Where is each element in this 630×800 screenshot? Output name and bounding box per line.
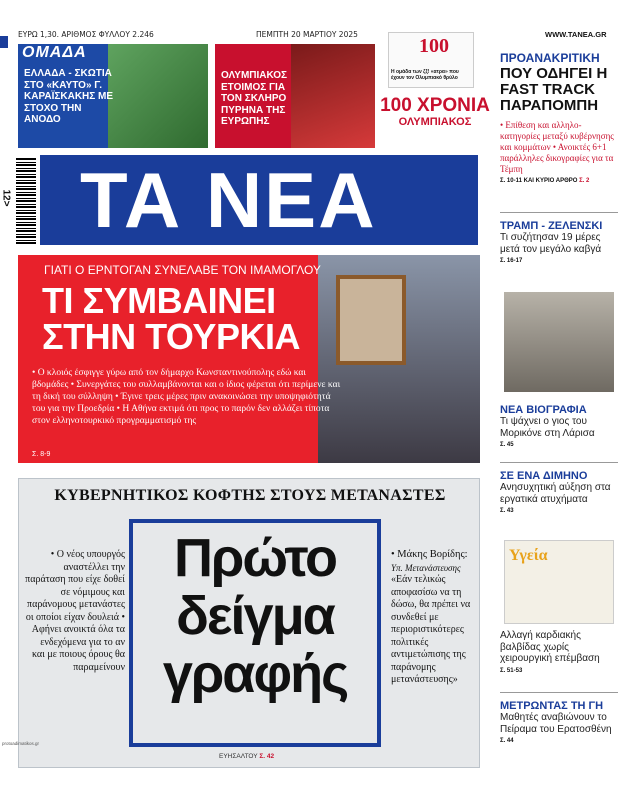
price-issue: ΕΥΡΩ 1,30. ΑΡΙΘΜΟΣ ΦΥΛΛΟΥ 2.246 <box>18 30 154 39</box>
big-headline-line1: Πρώτο <box>173 528 337 588</box>
omada-logo: ΟΜΑΔΑ <box>22 44 87 61</box>
player-photo <box>291 44 375 148</box>
turkey-story[interactable] <box>18 255 480 463</box>
issue-date: ΠΕΜΠΤΗ 20 ΜΑΡΤΙΟΥ 2025 <box>256 30 358 39</box>
rc-item-eratosthenes[interactable] <box>500 700 618 744</box>
rc-page-ref: Σ. 45 <box>500 442 514 448</box>
migrants-credit <box>219 753 274 760</box>
rc-divider <box>500 692 618 693</box>
framed-portrait <box>336 275 406 365</box>
masthead[interactable] <box>40 155 478 245</box>
turkey-kicker: ΓΙΑΤΙ Ο ΕΡΝΤΟΓΑΝ ΣΥΝΕΛΑΒΕ ΤΟΝ ΙΜΑΜΟΓΛΟΥ <box>44 263 321 277</box>
omada-promo[interactable] <box>18 44 208 148</box>
olympiakos-promo[interactable] <box>215 44 375 148</box>
rc-item-fasttrack[interactable] <box>500 52 618 184</box>
rc-section-label: ΝΕΑ ΒΙΟΓΡΑΦΙΑ <box>500 404 587 416</box>
issue-side-number: 12> <box>0 189 12 207</box>
rc-page-ref: Σ. 16-17 <box>500 258 523 264</box>
turkey-page-ref: Σ. 8-9 <box>32 451 51 458</box>
rc-section-label: ΠΡΟΑΝΑΚΡΙΤΙΚΗ <box>500 51 600 65</box>
hundred-years-thumbnail[interactable] <box>388 32 474 88</box>
migrants-right-text <box>391 549 479 687</box>
credit-page: Σ. 42 <box>259 753 275 760</box>
turkey-headline <box>42 280 300 357</box>
migrants-header: ΚΥΒΕΡΝΗΤΙΚΟΣ ΚΟΦΤΗΣ ΣΤΟΥΣ ΜΕΤΑΝΑΣΤΕΣ <box>54 487 446 504</box>
rc-text: Μαθητές αναβιώνουν το Πείραμα του Ερατοσθένη <box>500 712 612 735</box>
rc-divider <box>500 212 618 213</box>
quote-speaker-role: Υπ. Μετανάστευσης <box>391 562 461 573</box>
rc-item-accidents[interactable] <box>500 470 618 514</box>
migrants-story[interactable] <box>18 478 480 768</box>
quote-speaker: • Μάκης Βορίδης: <box>391 549 468 560</box>
hundred-thumb-caption: Η ομάδα των ζξ! «ατρα» που έχουν τον Ολυμπιακό θρύλο <box>391 69 459 81</box>
big-headline-line3: γραφής <box>162 644 348 704</box>
rc-section-label: ΤΡΑΜΠ - ΖΕΛΕΝΣΚΙ <box>500 220 603 232</box>
corner-mark <box>0 36 8 48</box>
turkey-headline-line1: ΤΙ ΣΥΜΒΑΙΝΕΙ <box>42 280 276 321</box>
site-url[interactable]: WWW.TANEA.GR <box>545 30 607 39</box>
rc-body: • Επίθεση και αλληλο-κατηγορίες μεταξύ κυβέρνησης και κομμάτων • Ανοικτές 6+1 παράλληλες δικογραφίες για τα Τέμπη <box>500 120 614 174</box>
rc-page-ref: Σ. 51-53 <box>500 667 523 674</box>
rc-page-ref: Σ. 43 <box>500 508 514 514</box>
hundred-thumb-number: 100 <box>419 35 449 57</box>
omada-promo-text: ΕΛΛΑΔΑ - ΣΚΩΤΙΑ ΣΤΟ «ΚΑΥΤΟ» Γ. ΚΑΡΑΪΣΚΑΚΗΣ ΜΕ ΣΤΟΧΟ ΤΗΝ ΑΝΟΔΟ <box>24 68 114 125</box>
rc-section-label: ΣΕ ΕΝΑ ΔΙΜΗΝΟ <box>500 470 588 482</box>
rc-section-label: ΜΕΤΡΩΝΤΑΣ ΤΗ ΓΗ <box>500 700 604 712</box>
hundred-years-line1: 100 ΧΡΟΝΙΑ <box>380 95 490 116</box>
rc-page-ref: Σ. 10-11 ΚΑΙ ΚΥΡΙΟ ΑΡΘΡΟ Σ. 2 <box>500 178 590 184</box>
rc-text: Τι ψάχνει ο γιος του Μορικόνε στη Λάρισα <box>500 416 595 439</box>
migrants-big-headline <box>133 523 377 743</box>
health-magazine-title: Υγεία <box>509 547 548 564</box>
hundred-years-banner[interactable] <box>380 96 490 140</box>
turkey-body: • Ο κλοιός έσφιγγε γύρω από τον δήμαρχο Κωνσταντινούπολης εδώ και βδομάδες • Συνεργάτες του συλλαμβάνονται και ο ίδιος φέρεται ότι περίμενε και τη δική του σύλληψη • Έγινε τρεις μέρες πριν ανακοινώσει την υποψηφιότητά του για την Προεδρία • Η Αθήνα εκτιμά ότι προς το παρόν δεν αλλάζει τίποτα στον ελληνοτουρκικό προγραμματισμό της <box>32 368 341 426</box>
rc-text: Αλλαγή καρδιακής βαλβίδας χωρίς χειρουργική επέμβαση <box>500 630 600 664</box>
rc-item-health[interactable] <box>500 630 618 674</box>
migrants-left-text: • Ο νέος υπουργός αναστέλλει την παράταση που είχε δοθεί σε νόμιμους και παράνομους μετανάστες οι οποίοι είχαν δουλειά • Αφήνει ανοικτά όλα τα ενδεχόμενα για το αν και με ποιους όρους θα παραμείνουν <box>25 549 125 673</box>
hundred-years-line2: ΟΛΥΜΠΙΑΚΟΣ <box>398 116 472 128</box>
big-headline-line2: δείγμα <box>176 586 334 646</box>
top-info-bar <box>18 30 612 44</box>
olympiakos-promo-text: ΟΛΥΜΠΙΑΚΟΣ ΕΤΟΙΜΟΣ ΓΙΑ ΤΟΝ ΣΚΛΗΡΟ ΠΥΡΗΝΑ ΤΗΣ ΕΥΡΩΠΗΣ <box>221 70 288 127</box>
rc-text: Ανησυχητική αύξηση στα εργατικά ατυχήματα <box>500 482 611 505</box>
masthead-title: ΤΑ ΝΕΑ <box>80 156 377 244</box>
rc-divider <box>500 462 618 463</box>
rc-item-trump[interactable] <box>500 220 618 264</box>
rc-page-ref: Σ. 44 <box>500 738 514 744</box>
rc-headline: ΠΟΥ ΟΔΗΓΕΙ Η FAST TRACK ΠΑΡΑΠΟΜΠΗ <box>500 65 608 114</box>
footer-site: protoadimatikos.gr <box>2 741 40 746</box>
barcode <box>16 158 36 244</box>
rc-text: Τι συζήτησαν 19 μέρες μετά τον μεγάλο καβγά <box>500 232 602 255</box>
football-photo <box>108 44 208 148</box>
rc-item-biography[interactable] <box>500 404 618 448</box>
health-magazine-cover[interactable] <box>504 540 614 624</box>
credit-name: ΕΥΗΣΑΛΤΟΥ <box>219 753 258 760</box>
turkey-headline-line2: ΣΤΗΝ ΤΟΥΡΚΙΑ <box>42 316 300 357</box>
migrants-headline-box <box>129 519 381 747</box>
building-mural-photo <box>504 292 614 392</box>
quote-text: «Εάν τελικώς αποφασίσω να τη δώσω, θα πρέπει να συνδεθεί με περιοριστικότερες πολιτικές αντιμετώπισης της παράνομης μετανάστευσης» <box>391 574 471 685</box>
